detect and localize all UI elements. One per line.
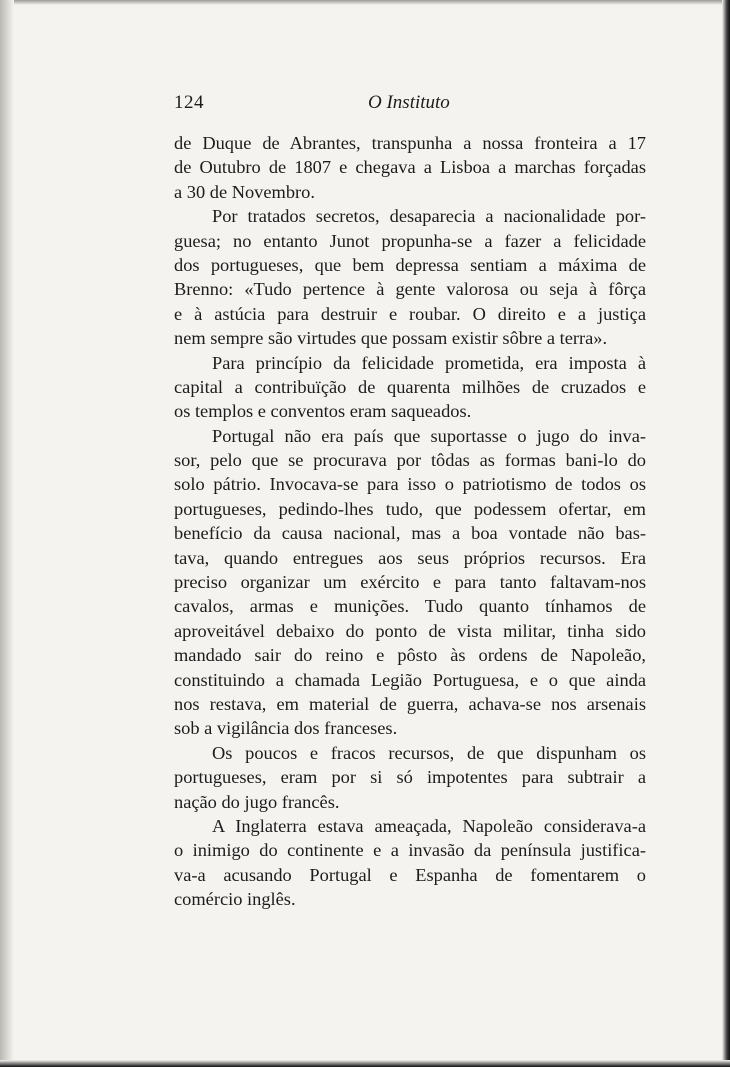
text-line: aproveitável debaixo do ponto de vista militar, tinha sido bbox=[174, 620, 646, 641]
text-line: sob a vigilância dos franceses. bbox=[174, 718, 398, 739]
text-line: va-a acusando Portugal e Espanha de fomentarem o bbox=[174, 864, 646, 885]
text-line: de Duque de Abrantes, transpunha a nossa fronteira a 17 bbox=[174, 133, 646, 153]
text-line: comércio inglês. bbox=[174, 889, 296, 910]
text-line: A Inglaterra estava ameaçada, Napoleão considerava-a bbox=[212, 815, 646, 836]
text-line: tava, quando entregues aos seus próprios recursos. Era bbox=[174, 547, 646, 568]
text-line: Portugal não era país que suportasse o jugo do inva- bbox=[212, 425, 646, 446]
text-line: sor, pelo que se procurava por tôdas as formas bani-lo do bbox=[174, 450, 646, 471]
text-line: Brenno: «Tudo pertence à gente valorosa ou seja à fôrça bbox=[174, 279, 646, 300]
text-line: cavalos, armas e munições. Tudo quanto tínhamos de bbox=[174, 596, 646, 617]
text-line: guesa; no entanto Junot propunha-se a fazer a felicidade bbox=[174, 230, 646, 251]
text-line: mandado sair do reino e pôsto às ordens de Napoleão, bbox=[174, 645, 646, 666]
text-line: portugueses, pedindo-lhes tudo, que podessem ofertar, em bbox=[174, 498, 646, 519]
text-line: solo pátrio. Invocava-se para isso o patriotismo de todos os bbox=[174, 474, 646, 495]
scan-edge-top bbox=[0, 0, 730, 5]
scan-edge-left bbox=[0, 0, 14, 1067]
text-line: capital a contribuïção de quarenta milhões de cruzados e bbox=[174, 376, 646, 397]
text-line: de Outubro de 1807 e chegava a Lisboa a marchas forçadas bbox=[174, 157, 646, 178]
text-line: o inimigo do continente e a invasão da península justifica- bbox=[174, 840, 646, 861]
page-number: 124 bbox=[174, 92, 204, 113]
text-line: portugueses, eram por si só impotentes para subtrair a bbox=[174, 767, 646, 788]
text-line: preciso organizar um exército e para tanto faltavam-nos bbox=[174, 572, 646, 593]
text-line: os templos e conventos eram saqueados. bbox=[174, 401, 472, 422]
scan-edge-bottom bbox=[0, 1060, 730, 1067]
text-line: nem sempre são virtudes que possam existir sôbre a terra». bbox=[174, 328, 608, 349]
text-line: Os poucos e fracos recursos, de que dispunham os bbox=[212, 742, 646, 763]
text-line: dos portugueses, que bem depressa sentiam a máxima de bbox=[174, 254, 646, 275]
text-line: a 30 de Novembro. bbox=[174, 181, 315, 202]
scan-edge-right bbox=[722, 0, 730, 1067]
text-line: nos restava, em material de guerra, achava-se nos arsenais bbox=[174, 693, 646, 714]
text-line: Para princípio da felicidade prometida, era imposta à bbox=[212, 352, 646, 373]
text-line: e à astúcia para destruir e roubar. O direito e a justiça bbox=[174, 303, 646, 324]
page-header bbox=[174, 88, 646, 118]
text-line: constituindo a chamada Legião Portuguesa, e o que ainda bbox=[174, 669, 646, 690]
text-line: benefício da causa nacional, mas a boa vontade não bas- bbox=[174, 523, 646, 544]
running-title: O Instituto bbox=[368, 92, 450, 113]
text-line: nação do jugo francês. bbox=[174, 791, 340, 812]
text-line: Por tratados secretos, desaparecia a nacionalidade por- bbox=[212, 206, 646, 227]
body-text bbox=[174, 131, 646, 912]
